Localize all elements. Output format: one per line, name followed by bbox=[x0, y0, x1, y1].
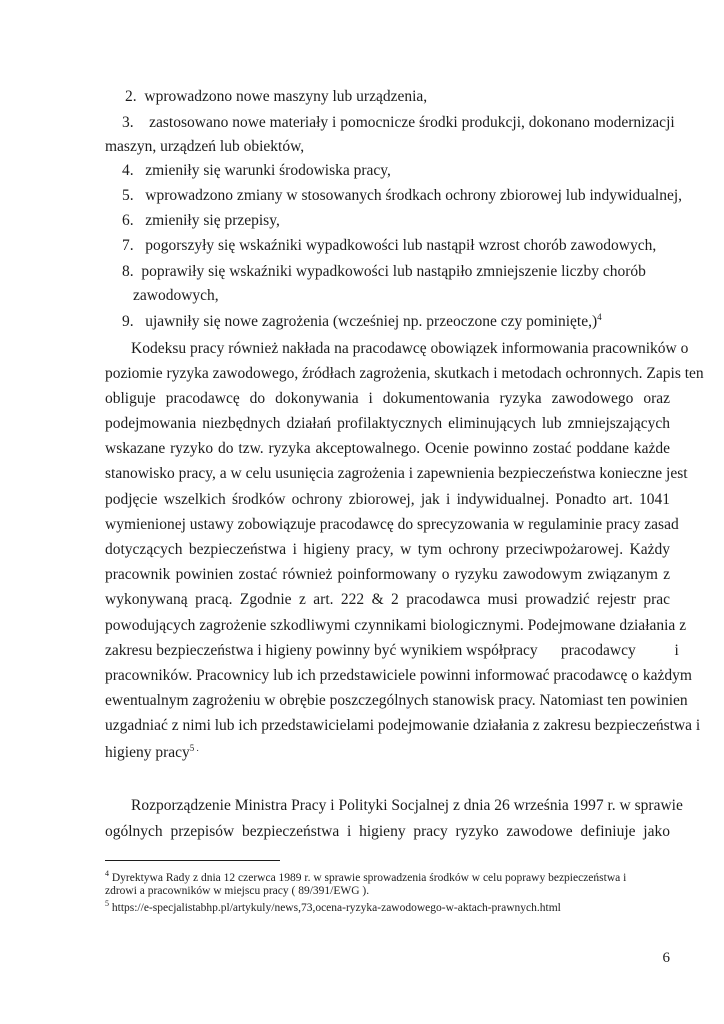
paragraph-line: obliguje pracodawcę do dokonywania i dokumentowania ryzyka zawodowego oraz bbox=[105, 390, 670, 407]
paragraph-line: poziomie ryzyka zawodowego, źródłach zagrożenia, skutkach i metodach ochronnych. Zapis ten bbox=[105, 365, 704, 382]
list-text: zastosowano nowe materiały i pomocnicze środki produkcji, dokonano modernizacji bbox=[149, 114, 675, 131]
paragraph-line: pracownik powinien zostać również poinformowany o ryzyku zawodowym związanym z bbox=[105, 566, 670, 583]
paragraph-line: ogólnych przepisów bezpieczeństwa i higieny pracy ryzyko zawodowe definiuje jako bbox=[105, 823, 670, 840]
list-text: wprowadzono nowe maszyny lub urządzenia, bbox=[144, 88, 428, 105]
list-item bbox=[122, 238, 656, 254]
paragraph-line: pracowników. Pracownicy lub ich przedstawiciele powinni informować pracodawcę o każdym bbox=[105, 667, 692, 684]
footnote-text: Dyrektywa Rady z dnia 12 czerwca 1989 r. w sprawie sprowadzenia środków w celu poprawy bezpieczeństwa i bbox=[111, 872, 627, 884]
list-text: wprowadzono zmiany w stosowanych środkach ochrony zbiorowej lub indywidualnej, bbox=[145, 187, 683, 204]
list-item bbox=[122, 313, 602, 330]
list-number: 5. bbox=[122, 187, 134, 204]
paragraph-line: Rozporządzenie Ministra Pracy i Polityki Socjalnej z dnia 26 września 1997 r. w sprawie bbox=[131, 797, 683, 814]
list-item bbox=[122, 213, 280, 229]
paragraph-line: ewentualnym zagrożeniu w obrębie poszczególnych stanowisk pracy. Natomiast ten powinien bbox=[105, 692, 688, 709]
list-number: 6. bbox=[122, 212, 134, 229]
footnote-ref: 4 bbox=[597, 312, 602, 322]
list-number: 4. bbox=[122, 162, 134, 179]
list-text: ujawniły się nowe zagrożenia (wcześniej np. przeoczone czy pominięte,) bbox=[145, 313, 598, 330]
list-item bbox=[122, 114, 675, 131]
paragraph-line: wykonywaną pracą. Zgodnie z art. 222 & 2 pracodawca musi prowadzić rejestr prac bbox=[105, 591, 670, 608]
footnote bbox=[105, 870, 626, 885]
paragraph-line: stanowisko pracy, a w celu usunięcia zagrożenia i zapewnienia bezpieczeństwa konieczne jest bbox=[105, 465, 688, 482]
footnote-ref-number: 5 bbox=[189, 743, 195, 753]
list-item bbox=[122, 188, 682, 204]
page-number: 6 bbox=[662, 950, 670, 966]
paragraph-line: podejmowania niezbędnych działań profilaktycznych eliminujących lub zmniejszających bbox=[105, 415, 670, 432]
list-item bbox=[122, 163, 391, 179]
footnote bbox=[105, 900, 561, 915]
paragraph-line: powodujących zagrożenie szkodliwymi czynnikami biologicznymi. Podejmowane działania z bbox=[105, 617, 687, 634]
footnote-number: 5 bbox=[105, 899, 109, 908]
paragraph-line: wskazane ryzyko do tzw. ryzyka akceptowalnego. Ocenie powinno zostać poddane każde bbox=[105, 440, 670, 457]
list-item-continuation: maszyn, urządzeń lub obiektów, bbox=[105, 138, 305, 155]
paragraph-line: podjęcie wszelkich środków ochrony zbiorowej, jak i indywidualnej. Ponadto art. 1041 bbox=[105, 491, 670, 508]
paragraph-line: zakresu bezpieczeństwa i higieny powinny być wynikiem współpracy pracodawcy i bbox=[105, 642, 679, 659]
paragraph-line: uzgadniać z nimi lub ich przedstawicielami podejmowanie działania z zakresu bezpieczeństwa i bbox=[105, 717, 701, 734]
footnote-continuation: zdrowi a pracowników w miejscu pracy ( 89/391/EWG ). bbox=[105, 885, 370, 897]
paragraph-last-line bbox=[105, 744, 199, 761]
list-item bbox=[122, 264, 646, 280]
footnote-divider bbox=[105, 860, 280, 861]
footnote-ref-tail: . bbox=[194, 743, 199, 753]
footnote-ref bbox=[190, 743, 199, 753]
paragraph-line: Kodeksu pracy również nakłada na pracodawcę obowiązek informowania pracowników o bbox=[131, 340, 689, 357]
list-number: 9. bbox=[122, 313, 134, 330]
list-number: 2. bbox=[125, 88, 137, 105]
paragraph-line: wymienionej ustawy zobowiązuje pracodawcę do sprecyzowania w regulaminie pracy zasad bbox=[105, 516, 679, 533]
paragraph-line: dotyczących bezpieczeństwa i higieny pracy, w tym ochrony przeciwpożarowej. Każdy bbox=[105, 541, 670, 558]
list-number: 7. bbox=[122, 237, 134, 254]
list-text: zmieniły się przepisy, bbox=[145, 212, 280, 229]
list-item-continuation: zawodowych, bbox=[133, 287, 219, 304]
list-text: poprawiły się wskaźniki wypadkowości lub nastąpiło zmniejszenie liczby chorób bbox=[141, 263, 646, 280]
list-item bbox=[125, 89, 427, 105]
list-text: pogorszyły się wskaźniki wypadkowości lub nastąpił wzrost chorób zawodowych, bbox=[145, 237, 657, 254]
footnote-number: 4 bbox=[105, 869, 109, 878]
list-text: zmieniły się warunki środowiska pracy, bbox=[145, 162, 391, 179]
paragraph-text: higieny pracy bbox=[105, 744, 190, 761]
list-number: 3. bbox=[122, 114, 134, 131]
footnote-link[interactable]: https://e-specjalistabhp.pl/artykuly/news,73,ocena-ryzyka-zawodowego-w-aktach-prawnych.html bbox=[111, 902, 561, 914]
list-number: 8. bbox=[122, 263, 134, 280]
